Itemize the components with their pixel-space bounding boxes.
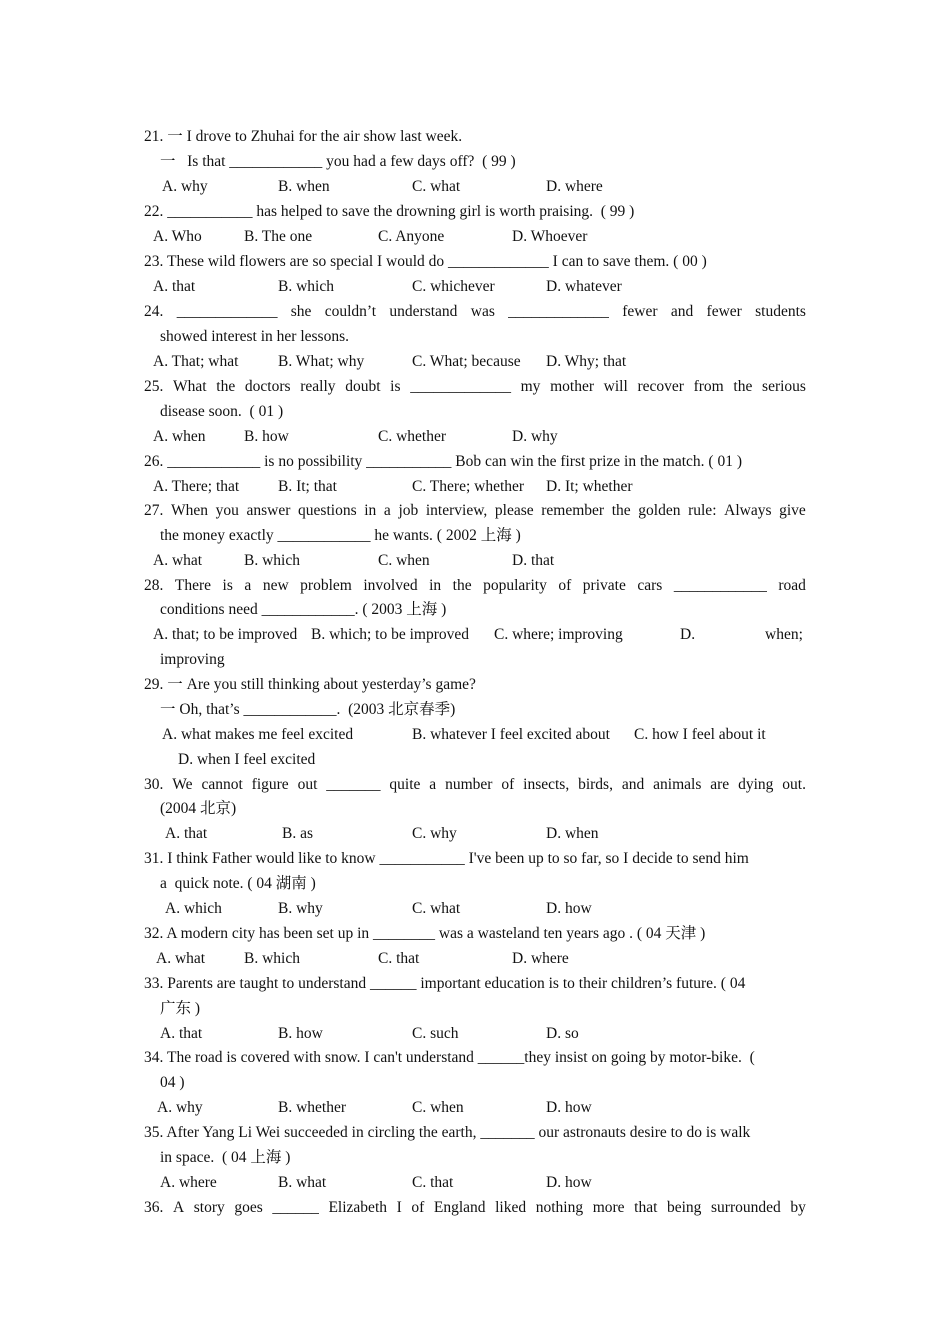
word: surrounded: [711, 1199, 781, 1216]
word: _____________: [410, 378, 511, 395]
option-a: A. where: [160, 1174, 217, 1191]
option-d: D. when I feel excited: [178, 751, 316, 768]
word: dying: [738, 776, 774, 793]
question-34-line2: 04 ): [160, 1074, 185, 1091]
word: of: [411, 1199, 425, 1216]
option-a: A. which: [165, 900, 222, 917]
option-c: C. that: [378, 950, 420, 967]
word: ____________: [673, 577, 767, 594]
word: the: [733, 378, 753, 395]
word: 25.: [144, 378, 164, 395]
option-d-continued: improving: [160, 651, 225, 668]
word: 30.: [144, 776, 164, 793]
question-27: [144, 501, 806, 521]
word: and: [670, 303, 694, 320]
question-21-line2: 一 Is that ____________ you had a few days off? ( 99 ): [160, 153, 516, 170]
option-d-text: when;: [765, 626, 803, 643]
question-25: [144, 377, 806, 397]
word: was: [470, 303, 495, 320]
option-b: B. which: [244, 950, 300, 967]
option-c: C. whether: [378, 428, 447, 445]
word: quite: [389, 776, 421, 793]
word: you: [215, 502, 239, 519]
word: serious: [762, 378, 806, 395]
word: that: [634, 1199, 658, 1216]
option-d: D. when: [546, 825, 599, 842]
word: out.: [782, 776, 806, 793]
question-34: 34. The road is covered with snow. I can't understand ______they insist on going by motor-bike. (: [144, 1049, 755, 1066]
word: fewer: [706, 303, 742, 320]
word: nothing: [535, 1199, 584, 1216]
word: by: [790, 1199, 806, 1216]
option-a: A. why: [162, 178, 208, 195]
word: being: [666, 1199, 702, 1216]
word: _____________: [176, 303, 278, 320]
word: the: [611, 502, 631, 519]
option-d: D.: [680, 626, 696, 643]
question-26: 26. ____________ is no possibility ___________ Bob can win the first prize in the match. ( 01 ): [144, 453, 742, 470]
option-a: A. what: [153, 552, 203, 569]
word: my: [520, 378, 541, 395]
word: fewer: [622, 303, 658, 320]
option-b: B. whether: [278, 1099, 347, 1116]
option-d: D. how: [546, 1099, 592, 1116]
word: What: [173, 378, 207, 395]
option-a: A. that: [165, 825, 208, 842]
option-a: A. That; what: [153, 353, 239, 370]
option-a: A. Who: [153, 228, 202, 245]
word: answer: [246, 502, 291, 519]
option-c: C. what: [412, 178, 461, 195]
option-d: D. how: [546, 900, 592, 917]
option-b: B. whatever I feel excited about: [412, 726, 610, 743]
option-b: B. as: [282, 825, 313, 842]
word: the: [452, 577, 472, 594]
option-a: A. what: [156, 950, 206, 967]
word: story: [193, 1199, 225, 1216]
option-b: B. which: [244, 552, 300, 569]
word: A: [172, 1199, 185, 1216]
option-b: B. why: [278, 900, 323, 917]
word: of: [558, 577, 572, 594]
word: will: [603, 378, 628, 395]
word: out: [297, 776, 318, 793]
option-a: A. when: [153, 428, 206, 445]
question-28: [144, 576, 806, 596]
option-d: D. whatever: [546, 278, 622, 295]
word: in: [364, 502, 377, 519]
word: 27.: [144, 502, 164, 519]
question-35-line2: in space. ( 04 上海 ): [160, 1149, 291, 1166]
question-24: [144, 302, 806, 322]
word: number: [445, 776, 493, 793]
option-c: C. such: [412, 1025, 459, 1042]
word: We: [172, 776, 193, 793]
option-b: B. what: [278, 1174, 327, 1191]
word: recover: [637, 378, 684, 395]
word: problem: [300, 577, 352, 594]
word: ______: [272, 1199, 319, 1216]
word: 36.: [144, 1199, 164, 1216]
option-c: C. when: [412, 1099, 464, 1116]
option-b: B. What; why: [278, 353, 365, 370]
word: 24.: [144, 303, 164, 320]
word: students: [755, 303, 806, 320]
option-c: C. Anyone: [378, 228, 445, 245]
word: of: [501, 776, 515, 793]
option-c: C. how I feel about it: [634, 726, 766, 743]
word: liked: [495, 1199, 527, 1216]
word: _______: [326, 776, 381, 793]
word: remember: [541, 502, 605, 519]
option-d: D. where: [512, 950, 569, 967]
word: England: [433, 1199, 486, 1216]
question-22: 22. ___________ has helped to save the drowning girl is worth praising. ( 99 ): [144, 203, 635, 220]
word: interview,: [425, 502, 488, 519]
option-d: D. why: [512, 428, 558, 445]
word: doctors: [244, 378, 291, 395]
word: There: [174, 577, 212, 594]
option-d: D. Why; that: [546, 353, 627, 370]
question-27-line2: the money exactly ____________ he wants. ( 2002 上海 ): [160, 527, 521, 544]
word: birds,: [578, 776, 613, 793]
question-23: 23. These wild flowers are so special I would do _____________ I can to save them. ( 00 ): [144, 253, 707, 270]
word: give: [779, 502, 806, 519]
option-a: A. why: [157, 1099, 203, 1116]
option-a: A. that: [153, 278, 196, 295]
question-21: 21. 一 I drove to Zhuhai for the air show last week.: [144, 128, 463, 145]
option-b: B. It; that: [278, 478, 337, 495]
option-c: C. There; whether: [412, 478, 525, 495]
word: insects,: [523, 776, 570, 793]
word: new: [262, 577, 289, 594]
word: Always: [724, 502, 772, 519]
word: figure: [251, 776, 289, 793]
word: questions: [298, 502, 357, 519]
option-c: C. where; improving: [494, 626, 623, 643]
word: is: [222, 577, 233, 594]
word: really: [300, 378, 336, 395]
word: in: [429, 577, 442, 594]
question-30: [144, 775, 806, 795]
option-c: C. whichever: [412, 278, 495, 295]
word: are: [710, 776, 730, 793]
question-36: [144, 1198, 806, 1218]
option-d: D. where: [546, 178, 603, 195]
word: doubt: [345, 378, 381, 395]
option-b: B. how: [244, 428, 289, 445]
option-d: D. so: [546, 1025, 579, 1042]
word: Elizabeth: [328, 1199, 387, 1216]
question-29: 29. 一 Are you still thinking about yesterday’s game?: [144, 676, 476, 693]
option-c: C. what: [412, 900, 461, 917]
word: I: [396, 1199, 402, 1216]
word: _____________: [508, 303, 609, 320]
word: from: [693, 378, 724, 395]
word: When: [171, 502, 209, 519]
question-32: 32. A modern city has been set up in ________ was a wasteland ten years ago . ( 04 天津 ): [144, 925, 706, 942]
word: she: [290, 303, 312, 320]
question-33-line2: 广东 ): [160, 1000, 201, 1017]
option-b: B. which: [278, 278, 334, 295]
option-a: A. There; that: [153, 478, 240, 495]
word: animals: [653, 776, 702, 793]
word: golden: [638, 502, 681, 519]
question-31: 31. I think Father would like to know ___________ I've been up to so far, so I decide to send him: [144, 850, 749, 867]
word: cars: [637, 577, 663, 594]
option-b: B. how: [278, 1025, 323, 1042]
option-d: D. how: [546, 1174, 592, 1191]
question-35: 35. After Yang Li Wei succeeded in circling the earth, _______ our astronauts desire to do is walk: [144, 1124, 751, 1141]
question-28-line2: conditions need ____________. ( 2003 上海 ): [160, 601, 447, 618]
word: a: [244, 577, 252, 594]
word: a: [383, 502, 391, 519]
question-30-line2: (2004 北京): [160, 800, 237, 817]
option-a: A. that; to be improved: [153, 626, 298, 643]
word: rule:: [688, 502, 717, 519]
word: goes: [234, 1199, 263, 1216]
word: mother: [550, 378, 594, 395]
question-33: 33. Parents are taught to understand ______ important education is to their children’s future. ( 04: [144, 975, 746, 992]
word: 28.: [144, 577, 164, 594]
word: and: [621, 776, 645, 793]
question-29-line2: 一 Oh, that’s ____________. (2003 北京春季): [160, 701, 456, 718]
option-d: D. Whoever: [512, 228, 588, 245]
option-c: C. What; because: [412, 353, 521, 370]
word: understand: [389, 303, 458, 320]
word: more: [592, 1199, 625, 1216]
option-a: A. what makes me feel excited: [162, 726, 354, 743]
option-b: B. which; to be improved: [311, 626, 469, 643]
option-d: D. that: [512, 552, 555, 569]
option-c: C. when: [378, 552, 430, 569]
option-b: B. The one: [244, 228, 313, 245]
option-b: B. when: [278, 178, 330, 195]
option-a: A. that: [160, 1025, 203, 1042]
question-25-line2: disease soon. ( 01 ): [160, 403, 284, 420]
word: couldn’t: [324, 303, 377, 320]
word: the: [216, 378, 236, 395]
word: job: [398, 502, 419, 519]
word: involved: [363, 577, 418, 594]
word: a: [429, 776, 437, 793]
word: popularity: [483, 577, 547, 594]
word: road: [778, 577, 806, 594]
question-24-line2: showed interest in her lessons.: [160, 328, 349, 345]
word: private: [582, 577, 626, 594]
question-31-line2: a quick note. ( 04 湖南 ): [160, 875, 316, 892]
option-c: C. why: [412, 825, 457, 842]
word: please: [494, 502, 534, 519]
word: cannot: [201, 776, 243, 793]
option-d: D. It; whether: [546, 478, 633, 495]
option-c: C. that: [412, 1174, 454, 1191]
word: is: [390, 378, 401, 395]
